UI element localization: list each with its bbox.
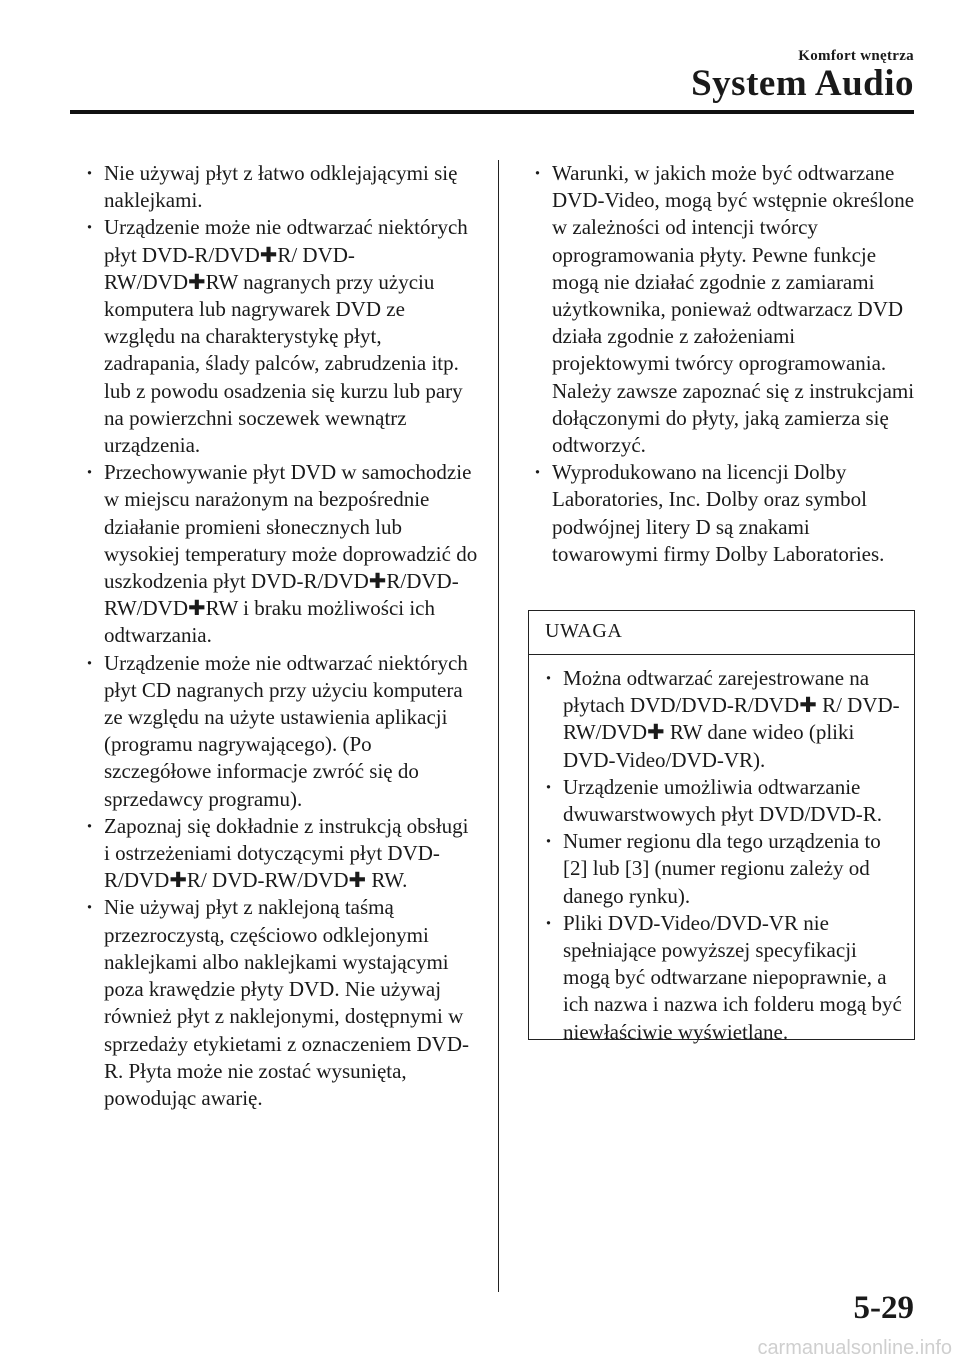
column-divider bbox=[498, 160, 499, 1292]
page-number: 5-29 bbox=[853, 1290, 914, 1326]
list-item: · Urządzenie może nie odtwarzać niektórych płyt DVD-R/DVD✚R/ DVD-RW/DVD✚RW nagranych przy użyciu komputera lub nagrywarek DVD ze względu na charakterystykę płyt, zadrapania, ślady palców, zabrudzenia itp. lub z powodu osadzenia się kurzu lub pary na powierzchni soczewek wewnątrz urządzenia. bbox=[84, 214, 478, 459]
note-item: · Pliki DVD-Video/DVD-VR nie spełniające powyższej specyfikacji mogą być odtwarzane niepoprawnie, a ich nazwa i nazwa ich folderu mogą być niewłaściwie wyświetlane. bbox=[543, 910, 904, 1046]
note-item: · Można odtwarzać zarejestrowane na płytach DVD/DVD-R/DVD✚ R/ DVD-RW/DVD✚ RW dane wideo (pliki DVD-Video/DVD-VR). bbox=[543, 665, 904, 774]
watermark: carmanualsonline.info bbox=[757, 1337, 952, 1359]
list-item: · Przechowywanie płyt DVD w samochodzie w miejscu narażonym na bezpośrednie działanie promieni słonecznych lub wysokiej temperatury może doprowadzić do uszkodzenia płyt DVD-R/DVD✚R/DVD-RW/DVD✚RW i braku możliwości ich odtwarzania. bbox=[84, 459, 478, 649]
list-item: · Warunki, w jakich może być odtwarzane DVD-Video, mogą być wstępnie określone w zależności od intencji twórcy oprogramowania płyty. Pewne funkcje mogą nie działać zgodnie z zamiarami użytkownika, ponieważ odtwarzacz DVD działa zgodnie z założeniami projektowymi twórcy oprogramowania. Należy zawsze zapoznać się z instrukcjami dołączonymi do płyty, jaką zamierza się odtworzyć. bbox=[532, 160, 916, 459]
list-item: · Zapoznaj się dokładnie z instrukcją obsługi i ostrzeżeniami dotyczącymi płyt DVD-R/DVD✚R/ DVD-RW/DVD✚ RW. bbox=[84, 813, 478, 895]
left-column bbox=[84, 160, 478, 1112]
list-item: · Nie używaj płyt z naklejoną taśmą przezroczystą, częściowo odklejonymi naklejkami albo naklejkami wystającymi poza krawędzie płyty DVD. Nie używaj również płyt z naklejonymi, dostępnymi w sprzedaży etykietami z oznaczeniem DVD-R. Płyta może nie zostać wysunięta, powodując awarię. bbox=[84, 894, 478, 1112]
note-title: UWAGA bbox=[529, 611, 914, 655]
note-item: · Numer regionu dla tego urządzenia to [2] lub [3] (numer regionu zależy od danego rynku). bbox=[543, 828, 904, 910]
right-column bbox=[532, 160, 916, 568]
list-item: · Wyprodukowano na licencji Dolby Laboratories, Inc. Dolby oraz symbol podwójnej litery D są znakami towarowymi firmy Dolby Laboratories. bbox=[532, 459, 916, 568]
section-label: Komfort wnętrza bbox=[798, 48, 914, 64]
note-box bbox=[528, 610, 915, 1044]
list-item: · Urządzenie może nie odtwarzać niektórych płyt CD nagranych przy użyciu komputera ze względu na użyte ustawienia aplikacji (programu nagrywającego). (Po szczegółowe informacje zwróć się do sprzedawcy programu). bbox=[84, 650, 478, 813]
note-body bbox=[529, 655, 914, 1046]
header-rule bbox=[70, 110, 914, 114]
page-title: System Audio bbox=[691, 63, 914, 104]
list-item: · Nie używaj płyt z łatwo odklejającymi się naklejkami. bbox=[84, 160, 478, 214]
note-item: · Urządzenie umożliwia odtwarzanie dwuwarstwowych płyt DVD/DVD-R. bbox=[543, 774, 904, 828]
